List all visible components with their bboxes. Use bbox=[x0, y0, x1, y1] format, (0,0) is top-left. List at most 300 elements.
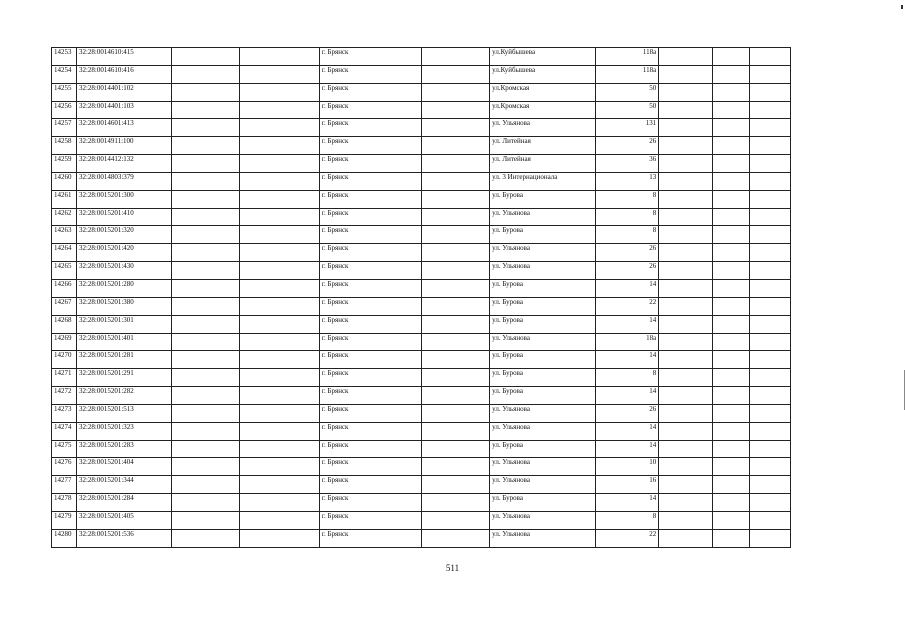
empty-cell bbox=[422, 48, 490, 66]
cadastral-number-cell: 32:28:0015201:405 bbox=[76, 511, 171, 529]
empty-cell bbox=[240, 262, 319, 280]
page-number: 511 bbox=[445, 563, 460, 573]
empty-cell bbox=[750, 190, 791, 208]
city-cell: г. Брянск bbox=[319, 83, 421, 101]
empty-cell bbox=[750, 440, 791, 458]
city-cell: г. Брянск bbox=[319, 476, 421, 494]
table-row bbox=[52, 262, 791, 280]
street-cell: ул.Кромская bbox=[490, 101, 596, 119]
empty-cell bbox=[712, 244, 749, 262]
empty-cell bbox=[712, 333, 749, 351]
cadastral-number-cell: 32:28:0014401:103 bbox=[76, 101, 171, 119]
empty-cell bbox=[422, 65, 490, 83]
empty-cell bbox=[172, 119, 240, 137]
empty-cell bbox=[659, 208, 712, 226]
empty-cell bbox=[240, 190, 319, 208]
city-cell: г. Брянск bbox=[319, 440, 421, 458]
cadastral-number-cell: 32:28:0015201:300 bbox=[76, 190, 171, 208]
empty-cell bbox=[750, 244, 791, 262]
city-cell: г. Брянск bbox=[319, 208, 421, 226]
house-number-cell: 8 bbox=[595, 208, 659, 226]
cadastral-number-cell: 32:28:0015201:513 bbox=[76, 404, 171, 422]
house-number-cell: 16 bbox=[595, 476, 659, 494]
city-cell: г. Брянск bbox=[319, 65, 421, 83]
empty-cell bbox=[659, 65, 712, 83]
empty-cell bbox=[712, 476, 749, 494]
empty-cell bbox=[172, 190, 240, 208]
empty-cell bbox=[659, 83, 712, 101]
empty-cell bbox=[712, 511, 749, 529]
table-row bbox=[52, 244, 791, 262]
empty-cell bbox=[750, 226, 791, 244]
empty-cell bbox=[659, 404, 712, 422]
empty-cell bbox=[422, 440, 490, 458]
row-number-cell: 14256 bbox=[52, 101, 77, 119]
empty-cell bbox=[422, 422, 490, 440]
empty-cell bbox=[172, 48, 240, 66]
row-number-cell: 14270 bbox=[52, 351, 77, 369]
house-number-cell: 26 bbox=[595, 244, 659, 262]
city-cell: г. Брянск bbox=[319, 494, 421, 512]
empty-cell bbox=[172, 351, 240, 369]
city-cell: г. Брянск bbox=[319, 315, 421, 333]
empty-cell bbox=[422, 208, 490, 226]
street-cell: ул. Литейная bbox=[490, 137, 596, 155]
city-cell: г. Брянск bbox=[319, 387, 421, 405]
house-number-cell: 8 bbox=[595, 226, 659, 244]
empty-cell bbox=[712, 65, 749, 83]
street-cell: ул. Бурова bbox=[490, 387, 596, 405]
empty-cell bbox=[172, 244, 240, 262]
house-number-cell: 8 bbox=[595, 369, 659, 387]
table-row bbox=[52, 422, 791, 440]
street-cell: ул. Ульянова bbox=[490, 422, 596, 440]
empty-cell bbox=[712, 262, 749, 280]
street-cell: ул.Кромская bbox=[490, 83, 596, 101]
table-row bbox=[52, 101, 791, 119]
house-number-cell: 26 bbox=[595, 262, 659, 280]
empty-cell bbox=[422, 511, 490, 529]
cadastral-number-cell: 32:28:0015201:283 bbox=[76, 440, 171, 458]
empty-cell bbox=[712, 172, 749, 190]
empty-cell bbox=[172, 226, 240, 244]
empty-cell bbox=[240, 244, 319, 262]
empty-cell bbox=[422, 155, 490, 173]
table-row bbox=[52, 155, 791, 173]
empty-cell bbox=[659, 387, 712, 405]
empty-cell bbox=[659, 48, 712, 66]
cadastral-number-cell: 32:28:0014610:415 bbox=[76, 48, 171, 66]
empty-cell bbox=[712, 529, 749, 547]
row-number-cell: 14279 bbox=[52, 511, 77, 529]
house-number-cell: 36 bbox=[595, 155, 659, 173]
table-row bbox=[52, 333, 791, 351]
city-cell: г. Брянск bbox=[319, 226, 421, 244]
empty-cell bbox=[172, 155, 240, 173]
empty-cell bbox=[240, 101, 319, 119]
city-cell: г. Брянск bbox=[319, 101, 421, 119]
empty-cell bbox=[750, 476, 791, 494]
empty-cell bbox=[422, 190, 490, 208]
table-row bbox=[52, 65, 791, 83]
empty-cell bbox=[712, 119, 749, 137]
empty-cell bbox=[422, 262, 490, 280]
empty-cell bbox=[750, 529, 791, 547]
empty-cell bbox=[172, 529, 240, 547]
city-cell: г. Брянск bbox=[319, 422, 421, 440]
empty-cell bbox=[659, 119, 712, 137]
empty-cell bbox=[422, 476, 490, 494]
empty-cell bbox=[240, 458, 319, 476]
empty-cell bbox=[712, 369, 749, 387]
empty-cell bbox=[712, 190, 749, 208]
street-cell: ул. Ульянова bbox=[490, 529, 596, 547]
row-number-cell: 14262 bbox=[52, 208, 77, 226]
table-row bbox=[52, 511, 791, 529]
empty-cell bbox=[659, 137, 712, 155]
house-number-cell: 18а bbox=[595, 333, 659, 351]
empty-cell bbox=[422, 279, 490, 297]
house-number-cell: 50 bbox=[595, 83, 659, 101]
cadastral-number-cell: 32:28:0015201:320 bbox=[76, 226, 171, 244]
cadastral-number-cell: 32:28:0015201:301 bbox=[76, 315, 171, 333]
empty-cell bbox=[712, 458, 749, 476]
house-number-cell: 10 bbox=[595, 458, 659, 476]
table-row bbox=[52, 315, 791, 333]
street-cell: ул. 3 Интернационала bbox=[490, 172, 596, 190]
empty-cell bbox=[712, 351, 749, 369]
empty-cell bbox=[240, 65, 319, 83]
table-row bbox=[52, 476, 791, 494]
street-cell: ул. Бурова bbox=[490, 190, 596, 208]
empty-cell bbox=[659, 155, 712, 173]
row-number-cell: 14253 bbox=[52, 48, 77, 66]
cadastral-number-cell: 32:28:0015201:282 bbox=[76, 387, 171, 405]
city-cell: г. Брянск bbox=[319, 511, 421, 529]
cadastral-number-cell: 32:28:0014610:416 bbox=[76, 65, 171, 83]
row-number-cell: 14266 bbox=[52, 279, 77, 297]
cadastral-number-cell: 32:28:0014601:413 bbox=[76, 119, 171, 137]
empty-cell bbox=[659, 226, 712, 244]
empty-cell bbox=[240, 297, 319, 315]
street-cell: ул. Бурова bbox=[490, 369, 596, 387]
empty-cell bbox=[240, 155, 319, 173]
city-cell: г. Брянск bbox=[319, 262, 421, 280]
row-number-cell: 14265 bbox=[52, 262, 77, 280]
empty-cell bbox=[172, 279, 240, 297]
empty-cell bbox=[712, 279, 749, 297]
empty-cell bbox=[712, 155, 749, 173]
empty-cell bbox=[712, 297, 749, 315]
empty-cell bbox=[240, 440, 319, 458]
cadastral-number-cell: 32:28:0015201:284 bbox=[76, 494, 171, 512]
table-row bbox=[52, 279, 791, 297]
row-number-cell: 14257 bbox=[52, 119, 77, 137]
empty-cell bbox=[750, 48, 791, 66]
table-body bbox=[52, 48, 791, 548]
row-number-cell: 14259 bbox=[52, 155, 77, 173]
cadastral-number-cell: 32:28:0014803:379 bbox=[76, 172, 171, 190]
row-number-cell: 14260 bbox=[52, 172, 77, 190]
empty-cell bbox=[659, 244, 712, 262]
empty-cell bbox=[659, 440, 712, 458]
cadastral-number-cell: 32:28:0015201:344 bbox=[76, 476, 171, 494]
empty-cell bbox=[659, 422, 712, 440]
empty-cell bbox=[712, 422, 749, 440]
empty-cell bbox=[172, 511, 240, 529]
empty-cell bbox=[172, 83, 240, 101]
empty-cell bbox=[422, 297, 490, 315]
empty-cell bbox=[422, 315, 490, 333]
empty-cell bbox=[712, 315, 749, 333]
empty-cell bbox=[422, 529, 490, 547]
street-cell: ул. Ульянова bbox=[490, 244, 596, 262]
house-number-cell: 14 bbox=[595, 440, 659, 458]
empty-cell bbox=[659, 476, 712, 494]
empty-cell bbox=[240, 333, 319, 351]
city-cell: г. Брянск bbox=[319, 404, 421, 422]
street-cell: ул. Ульянова bbox=[490, 476, 596, 494]
empty-cell bbox=[240, 279, 319, 297]
empty-cell bbox=[712, 83, 749, 101]
empty-cell bbox=[172, 458, 240, 476]
empty-cell bbox=[659, 172, 712, 190]
row-number-cell: 14258 bbox=[52, 137, 77, 155]
house-number-cell: 8 bbox=[595, 190, 659, 208]
city-cell: г. Брянск bbox=[319, 297, 421, 315]
row-number-cell: 14275 bbox=[52, 440, 77, 458]
empty-cell bbox=[659, 190, 712, 208]
row-number-cell: 14272 bbox=[52, 387, 77, 405]
row-number-cell: 14268 bbox=[52, 315, 77, 333]
table-row bbox=[52, 48, 791, 66]
empty-cell bbox=[240, 208, 319, 226]
cadastral-number-cell: 32:28:0014911:100 bbox=[76, 137, 171, 155]
street-cell: ул. Ульянова bbox=[490, 458, 596, 476]
city-cell: г. Брянск bbox=[319, 155, 421, 173]
house-number-cell: 26 bbox=[595, 404, 659, 422]
empty-cell bbox=[750, 83, 791, 101]
empty-cell bbox=[172, 137, 240, 155]
empty-cell bbox=[422, 119, 490, 137]
empty-cell bbox=[172, 440, 240, 458]
empty-cell bbox=[240, 529, 319, 547]
empty-cell bbox=[172, 172, 240, 190]
cadastral-number-cell: 32:28:0015201:430 bbox=[76, 262, 171, 280]
street-cell: ул. Бурова bbox=[490, 297, 596, 315]
empty-cell bbox=[750, 262, 791, 280]
table-row bbox=[52, 351, 791, 369]
table-row bbox=[52, 137, 791, 155]
street-cell: ул. Ульянова bbox=[490, 119, 596, 137]
empty-cell bbox=[659, 511, 712, 529]
empty-cell bbox=[659, 369, 712, 387]
empty-cell bbox=[750, 404, 791, 422]
house-number-cell: 22 bbox=[595, 529, 659, 547]
city-cell: г. Брянск bbox=[319, 172, 421, 190]
empty-cell bbox=[659, 458, 712, 476]
empty-cell bbox=[750, 511, 791, 529]
cadastral-number-cell: 32:28:0014401:102 bbox=[76, 83, 171, 101]
cadastral-number-cell: 32:28:0015201:280 bbox=[76, 279, 171, 297]
street-cell: ул. Бурова bbox=[490, 279, 596, 297]
empty-cell bbox=[750, 297, 791, 315]
house-number-cell: 8 bbox=[595, 511, 659, 529]
city-cell: г. Брянск bbox=[319, 244, 421, 262]
empty-cell bbox=[240, 172, 319, 190]
cadastral-number-cell: 32:28:0015201:404 bbox=[76, 458, 171, 476]
house-number-cell: 26 bbox=[595, 137, 659, 155]
street-cell: ул. Бурова bbox=[490, 351, 596, 369]
empty-cell bbox=[240, 226, 319, 244]
row-number-cell: 14274 bbox=[52, 422, 77, 440]
empty-cell bbox=[750, 333, 791, 351]
city-cell: г. Брянск bbox=[319, 190, 421, 208]
empty-cell bbox=[750, 155, 791, 173]
table-row bbox=[52, 404, 791, 422]
table-row bbox=[52, 529, 791, 547]
house-number-cell: 118а bbox=[595, 48, 659, 66]
house-number-cell: 118а bbox=[595, 65, 659, 83]
row-number-cell: 14269 bbox=[52, 333, 77, 351]
empty-cell bbox=[750, 315, 791, 333]
table-row bbox=[52, 369, 791, 387]
empty-cell bbox=[659, 529, 712, 547]
empty-cell bbox=[172, 369, 240, 387]
empty-cell bbox=[172, 333, 240, 351]
empty-cell bbox=[172, 262, 240, 280]
row-number-cell: 14264 bbox=[52, 244, 77, 262]
scan-edge-mark bbox=[901, 5, 903, 9]
city-cell: г. Брянск bbox=[319, 458, 421, 476]
row-number-cell: 14254 bbox=[52, 65, 77, 83]
empty-cell bbox=[659, 333, 712, 351]
empty-cell bbox=[712, 101, 749, 119]
empty-cell bbox=[659, 297, 712, 315]
street-cell: ул.Куйбышева bbox=[490, 65, 596, 83]
table-row bbox=[52, 208, 791, 226]
empty-cell bbox=[240, 83, 319, 101]
street-cell: ул. Ульянова bbox=[490, 511, 596, 529]
empty-cell bbox=[240, 137, 319, 155]
empty-cell bbox=[240, 422, 319, 440]
empty-cell bbox=[240, 315, 319, 333]
empty-cell bbox=[750, 351, 791, 369]
table-row bbox=[52, 190, 791, 208]
house-number-cell: 14 bbox=[595, 351, 659, 369]
empty-cell bbox=[750, 65, 791, 83]
city-cell: г. Брянск bbox=[319, 48, 421, 66]
empty-cell bbox=[422, 333, 490, 351]
empty-cell bbox=[422, 83, 490, 101]
cadastral-number-cell: 32:28:0015201:420 bbox=[76, 244, 171, 262]
empty-cell bbox=[172, 208, 240, 226]
empty-cell bbox=[659, 351, 712, 369]
house-number-cell: 14 bbox=[595, 279, 659, 297]
city-cell: г. Брянск bbox=[319, 119, 421, 137]
street-cell: ул. Ульянова bbox=[490, 404, 596, 422]
table-row bbox=[52, 83, 791, 101]
empty-cell bbox=[659, 315, 712, 333]
empty-cell bbox=[172, 494, 240, 512]
cadastral-number-cell: 32:28:0015201:323 bbox=[76, 422, 171, 440]
row-number-cell: 14276 bbox=[52, 458, 77, 476]
empty-cell bbox=[750, 387, 791, 405]
house-number-cell: 14 bbox=[595, 387, 659, 405]
table-row bbox=[52, 440, 791, 458]
row-number-cell: 14273 bbox=[52, 404, 77, 422]
empty-cell bbox=[750, 494, 791, 512]
street-cell: ул. Бурова bbox=[490, 315, 596, 333]
table-row bbox=[52, 297, 791, 315]
property-register-table bbox=[51, 47, 791, 548]
street-cell: ул. Ульянова bbox=[490, 333, 596, 351]
row-number-cell: 14271 bbox=[52, 369, 77, 387]
street-cell: ул. Ульянова bbox=[490, 262, 596, 280]
empty-cell bbox=[422, 494, 490, 512]
row-number-cell: 14261 bbox=[52, 190, 77, 208]
empty-cell bbox=[422, 244, 490, 262]
street-cell: ул. Литейная bbox=[490, 155, 596, 173]
cadastral-number-cell: 32:28:0015201:410 bbox=[76, 208, 171, 226]
empty-cell bbox=[240, 387, 319, 405]
empty-cell bbox=[172, 101, 240, 119]
empty-cell bbox=[750, 422, 791, 440]
empty-cell bbox=[172, 404, 240, 422]
empty-cell bbox=[172, 476, 240, 494]
city-cell: г. Брянск bbox=[319, 333, 421, 351]
empty-cell bbox=[172, 387, 240, 405]
table-row bbox=[52, 226, 791, 244]
street-cell: ул.Куйбышева bbox=[490, 48, 596, 66]
city-cell: г. Брянск bbox=[319, 369, 421, 387]
empty-cell bbox=[422, 458, 490, 476]
table-row bbox=[52, 458, 791, 476]
empty-cell bbox=[712, 494, 749, 512]
empty-cell bbox=[712, 226, 749, 244]
empty-cell bbox=[750, 137, 791, 155]
empty-cell bbox=[750, 119, 791, 137]
cadastral-number-cell: 32:28:0015201:401 bbox=[76, 333, 171, 351]
empty-cell bbox=[712, 48, 749, 66]
empty-cell bbox=[240, 494, 319, 512]
empty-cell bbox=[172, 315, 240, 333]
city-cell: г. Брянск bbox=[319, 529, 421, 547]
empty-cell bbox=[750, 208, 791, 226]
row-number-cell: 14280 bbox=[52, 529, 77, 547]
empty-cell bbox=[172, 422, 240, 440]
cadastral-number-cell: 32:28:0015201:281 bbox=[76, 351, 171, 369]
empty-cell bbox=[240, 351, 319, 369]
row-number-cell: 14255 bbox=[52, 83, 77, 101]
empty-cell bbox=[240, 511, 319, 529]
row-number-cell: 14277 bbox=[52, 476, 77, 494]
row-number-cell: 14278 bbox=[52, 494, 77, 512]
empty-cell bbox=[172, 297, 240, 315]
street-cell: ул. Бурова bbox=[490, 494, 596, 512]
house-number-cell: 13 bbox=[595, 172, 659, 190]
house-number-cell: 14 bbox=[595, 422, 659, 440]
city-cell: г. Брянск bbox=[319, 137, 421, 155]
empty-cell bbox=[750, 279, 791, 297]
empty-cell bbox=[422, 101, 490, 119]
table-row bbox=[52, 494, 791, 512]
empty-cell bbox=[712, 387, 749, 405]
empty-cell bbox=[712, 208, 749, 226]
cadastral-number-cell: 32:28:0015201:380 bbox=[76, 297, 171, 315]
empty-cell bbox=[422, 351, 490, 369]
empty-cell bbox=[750, 369, 791, 387]
